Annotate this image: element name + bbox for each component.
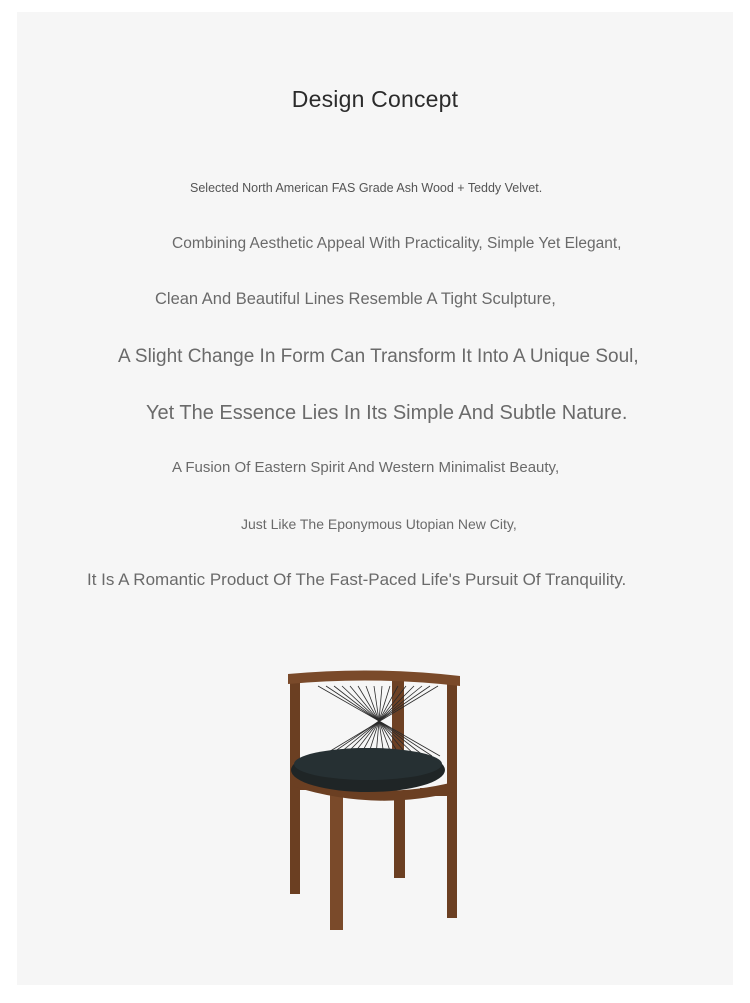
concept-line-4: A Slight Change In Form Can Transform It Into A Unique Soul,	[118, 346, 639, 367]
concept-line-8: It Is A Romantic Product Of The Fast-Paced Life's Pursuit Of Tranquility.	[87, 570, 627, 589]
chair-front-leg-left	[330, 792, 343, 930]
concept-line-6: A Fusion Of Eastern Spirit And Western Minimalist Beauty,	[172, 459, 560, 476]
concept-line-3: Clean And Beautiful Lines Resemble A Tight Sculpture,	[155, 290, 556, 308]
chair-back-leg-right	[447, 678, 457, 918]
chair-back-post	[392, 680, 404, 760]
chair-seat-cushion-top	[294, 748, 442, 780]
concept-line-7: Just Like The Eponymous Utopian New City,	[241, 516, 517, 532]
concept-line-5: Yet The Essence Lies In Its Simple And Subtle Nature.	[146, 402, 628, 424]
concept-line-1: Selected North American FAS Grade Ash Wood + Teddy Velvet.	[190, 181, 543, 195]
chair-front-leg-mid	[394, 792, 405, 878]
concept-line-2: Combining Aesthetic Appeal With Practicality, Simple Yet Elegant,	[172, 235, 622, 252]
chair-product-image	[282, 664, 468, 936]
chair-cord-weave	[318, 686, 440, 756]
chair-top-rail	[288, 670, 460, 686]
page-title: Design Concept	[291, 86, 459, 112]
